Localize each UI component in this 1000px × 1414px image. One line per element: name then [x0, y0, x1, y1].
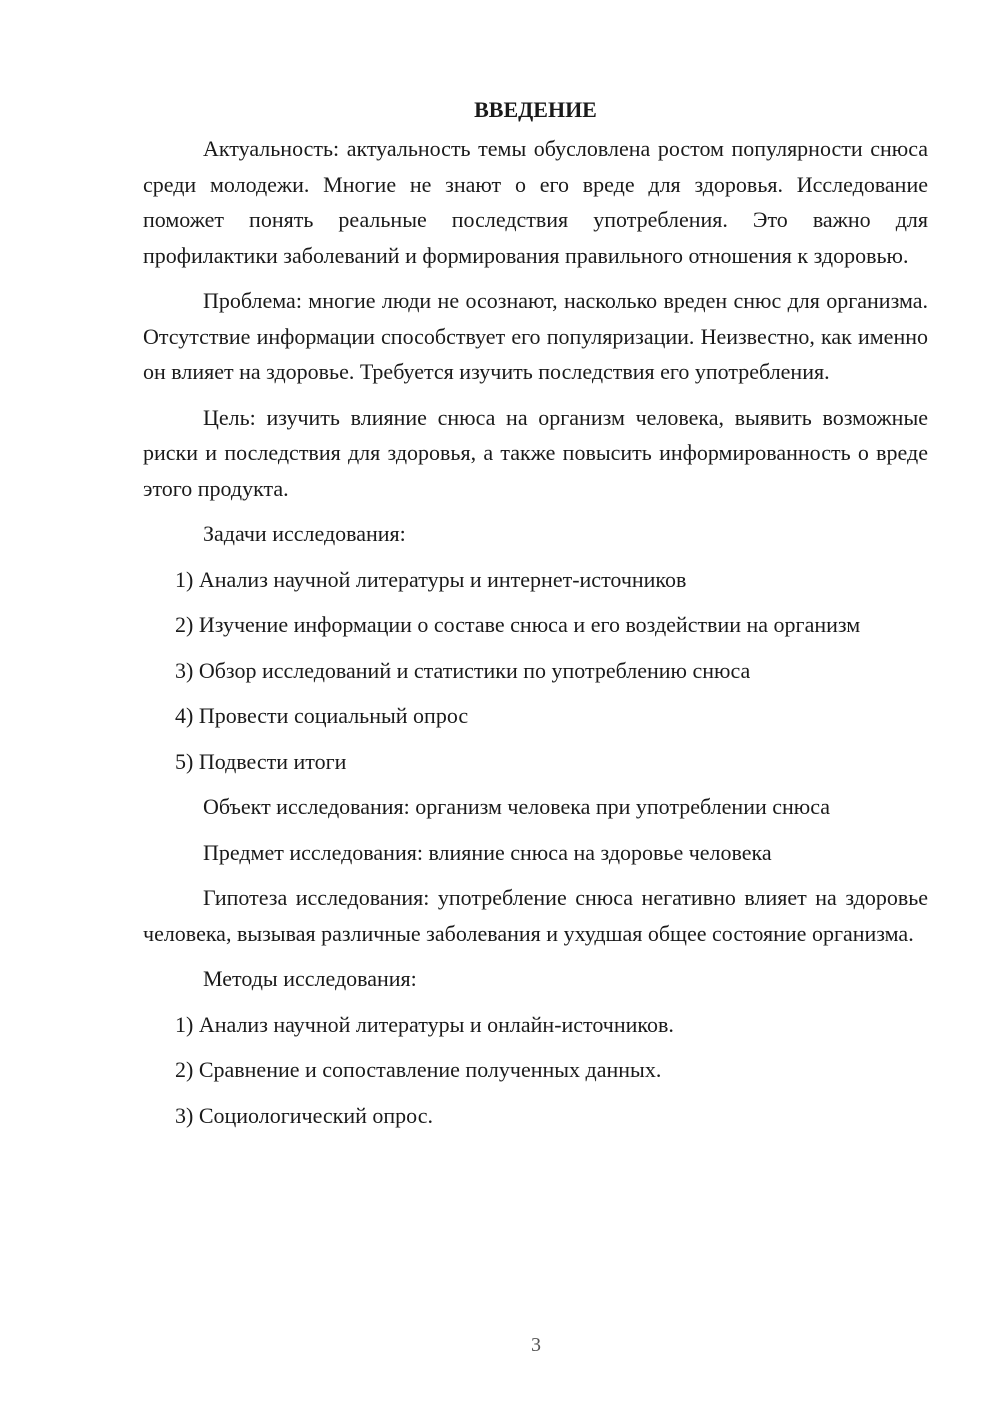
task-item-3: 3) Обзор исследований и статистики по употреблению снюса: [175, 657, 751, 683]
research-subject: Предмет исследования: влияние снюса на здоровье человека: [203, 839, 772, 865]
task-item-4: 4) Провести социальный опрос: [175, 703, 469, 728]
task-item-2: 2) Изучение информации о составе снюса и его воздействии на организм: [175, 612, 861, 637]
problem-paragraph: Проблема: многие люди не осознают, насколько вреден снюс для организма. Отсутствие информации способствует его популяризации. Неизвестно, как именно он влияет на здоровье. Требуется изучить последствия его употребления.: [143, 288, 928, 384]
task-item-5: 5) Подвести итоги: [175, 748, 347, 774]
research-hypothesis: Гипотеза исследования: употребление снюса негативно влияет на здоровье человека, вызывая различные заболевания и ухудшая общее состояние организма.: [143, 885, 928, 946]
task-item-1: 1) Анализ научной литературы и интернет-источников: [175, 566, 687, 592]
method-item-3: 3) Социологический опрос.: [175, 1102, 433, 1128]
tasks-heading: Задачи исследования:: [203, 521, 406, 546]
methods-heading: Методы исследования:: [203, 966, 417, 991]
page-content: [143, 92, 928, 1143]
page-number: 3: [531, 1334, 541, 1356]
page-title: ВВЕДЕНИЕ: [474, 97, 597, 122]
research-object: Объект исследования: организм человека при употреблении снюса: [203, 794, 831, 819]
method-item-1: 1) Анализ научной литературы и онлайн-источников.: [175, 1011, 674, 1037]
goal-paragraph: Цель: изучить влияние снюса на организм человека, выявить возможные риски и последствия для здоровья, а также повысить информированность о вреде этого продукта.: [143, 404, 928, 501]
relevance-paragraph: Актуальность: актуальность темы обусловлена ростом популярности снюса среди молодежи. Многие не знают о его вреде для здоровья. Исследование поможет понять реальные последствия употребления. Это важно для профилактики заболеваний и формирования правильного отношения к здоровью.: [143, 136, 928, 268]
method-item-2: 2) Сравнение и сопоставление полученных данных.: [175, 1057, 662, 1082]
